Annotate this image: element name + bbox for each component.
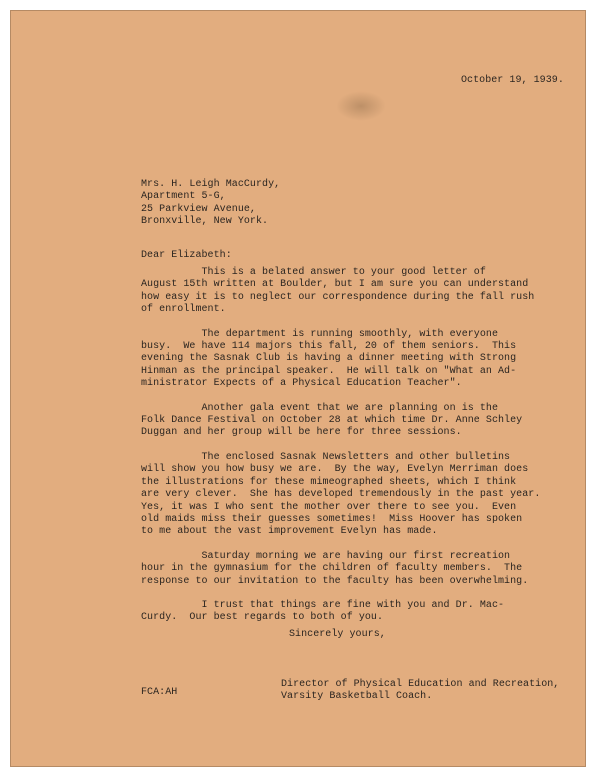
salutation: Dear Elizabeth: <box>141 250 232 261</box>
recipient-line: 25 Parkview Avenue, <box>141 203 256 215</box>
paragraph-line: hour in the gymnasium for the children of faculty members. The <box>141 563 523 575</box>
body-paragraph <box>141 403 561 440</box>
recipient-line: Bronxville, New York. <box>141 216 269 228</box>
paragraph-line: to me about the vast improvement Evelyn has made. <box>141 526 438 538</box>
letter-page <box>10 10 586 767</box>
paragraph-line: August 15th written at Boulder, but I am sure you can understand <box>141 279 529 291</box>
paragraph-line: Folk Dance Festival on October 28 at which time Dr. Anne Schley <box>141 415 523 427</box>
paragraph-line: Another gala event that we are planning on is the <box>141 402 499 414</box>
paragraph-line: Hinman as the principal speaker. He will talk on "What an Ad- <box>141 365 517 377</box>
paragraph-line: ministrator Expects of a Physical Education Teacher". <box>141 378 462 390</box>
paragraph-line: Curdy. Our best regards to both of you. <box>141 612 384 624</box>
paragraph-line: how easy it is to neglect our correspondence during the fall rush <box>141 291 535 303</box>
complimentary-closing: Sincerely yours, <box>289 629 386 640</box>
paragraph-line: are very clever. She has developed tremendously in the past year. <box>141 489 541 501</box>
paragraph-line: will show you how busy we are. By the way, Evelyn Merriman does <box>141 464 529 476</box>
paragraph-line: old maids miss their guesses sometimes! Miss Hoover has spoken <box>141 513 523 525</box>
letter-date: October 19, 1939. <box>461 75 564 86</box>
paragraph-line: I trust that things are fine with you and Dr. Mac- <box>141 599 505 611</box>
paragraph-line: This is a belated answer to your good letter of <box>141 267 486 278</box>
paragraph-line: busy. We have 114 majors this fall, 20 of them seniors. This <box>141 341 517 353</box>
body-paragraph <box>141 551 561 588</box>
body-paragraph <box>141 329 561 391</box>
paragraph-line: evening the Sasnak Club is having a dinner meeting with Strong <box>141 353 517 365</box>
paragraph-line: Saturday morning we are having our first recreation <box>141 550 511 562</box>
body-paragraph <box>141 267 561 317</box>
paragraph-line: of enrollment. <box>141 304 226 316</box>
body-paragraph <box>141 452 561 539</box>
signature-title: Varsity Basketball Coach. <box>281 691 433 703</box>
paragraph-line: the illustrations for these mimeographed sheets, which I think <box>141 476 517 488</box>
reference-initials: FCA:AH <box>141 687 178 698</box>
paragraph-line: response to our invitation to the faculty has been overwhelming. <box>141 575 529 587</box>
paragraph-line: Duggan and her group will be here for three sessions. <box>141 427 462 439</box>
letter-document <box>11 11 587 768</box>
recipient-line: Mrs. H. Leigh MacCurdy, <box>141 179 281 190</box>
paragraph-line: Yes, it was I who sent the mother over there to see you. Even <box>141 501 517 513</box>
recipient-address <box>141 179 280 229</box>
signature-block <box>281 679 559 704</box>
signature-title: Director of Physical Education and Recreation, <box>281 679 560 690</box>
paragraph-line: The enclosed Sasnak Newsletters and other bulletins <box>141 451 511 463</box>
paragraph-line: The department is running smoothly, with everyone <box>141 328 499 340</box>
recipient-line: Apartment 5-G, <box>141 191 226 203</box>
body-paragraph <box>141 600 561 625</box>
letter-body <box>141 267 561 637</box>
